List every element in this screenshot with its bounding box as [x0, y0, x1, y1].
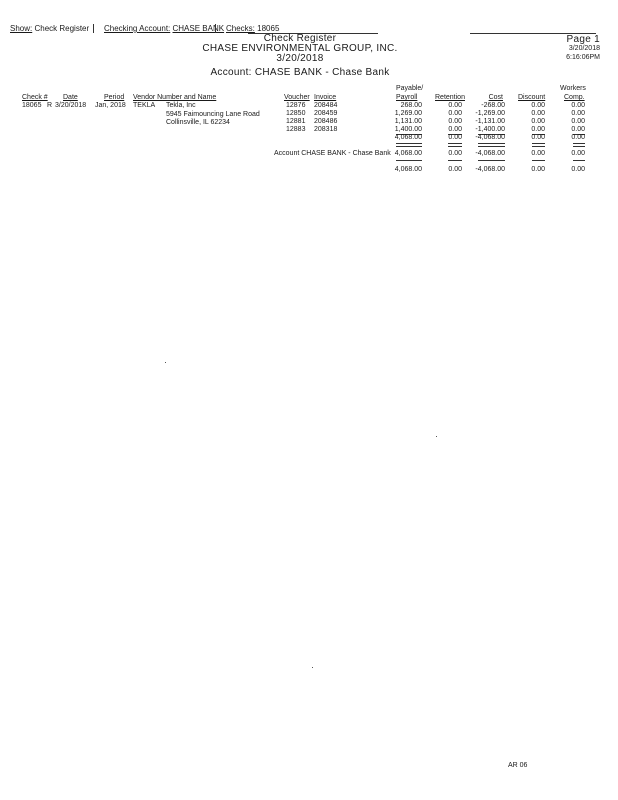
account-value: CHASE BANK: [172, 24, 225, 33]
grand-total-discount: 0.00: [531, 166, 545, 173]
account-total-payable: 4,068.00: [394, 150, 422, 157]
company-name: CHASE ENVIRONMENTAL GROUP, INC.: [202, 43, 398, 54]
cost-cell: -268.00: [481, 102, 505, 109]
payable-cell: 1,269.00: [394, 110, 422, 117]
discount-cell: 0.00: [531, 110, 545, 117]
check-total-retention: 0.00: [448, 134, 462, 141]
checks-label: Checks:: [226, 24, 255, 33]
page-number: Page 1: [566, 34, 600, 45]
discount-cell: 0.00: [531, 126, 545, 133]
vendor-address-1: 5945 Faimouncing Lane Road: [166, 111, 260, 118]
col-vendor: Vendor Number and Name: [133, 94, 217, 101]
cost-cell: -1,269.00: [475, 110, 505, 117]
invoice-cell: 208459: [314, 110, 338, 117]
grand-total-retention: 0.00: [448, 166, 462, 173]
workers-cell: 0.00: [571, 126, 585, 133]
col-voucher: Voucher: [284, 94, 310, 101]
report-date: 3/20/2018: [276, 53, 324, 64]
vendor-code: TEKLA: [133, 102, 156, 109]
account-total-label: Account CHASE BANK - Chase Bank: [274, 150, 391, 157]
check-total-workers: 0.00: [571, 134, 585, 141]
check-period: Jan, 2018: [95, 102, 126, 109]
account-total-cost: -4,068.00: [475, 150, 505, 157]
grand-total-workers: 0.00: [571, 166, 585, 173]
col-cost: Cost: [488, 94, 503, 101]
discount-cell: 0.00: [531, 118, 545, 125]
col-workers-top: Workers: [560, 85, 586, 92]
workers-cell: 0.00: [571, 102, 585, 109]
invoice-cell: 208486: [314, 118, 338, 125]
check-total-discount: 0.00: [531, 134, 545, 141]
account-total-retention: 0.00: [448, 150, 462, 157]
col-period: Period: [104, 94, 125, 101]
vendor-name: Tekla, Inc: [166, 102, 196, 109]
col-payable-top: Payable/: [396, 85, 424, 92]
show-value: Check Register: [34, 24, 90, 33]
print-date: 3/20/2018: [568, 45, 600, 52]
grand-total-payable: 4,068.00: [394, 166, 422, 173]
col-check: Check #: [22, 94, 48, 101]
check-number: 18065: [22, 102, 42, 109]
invoice-cell: 208484: [314, 102, 338, 109]
check-total-payable: 4,068.00: [394, 134, 422, 141]
show-label: Show:: [10, 24, 33, 33]
account-heading: Account: CHASE BANK - Chase Bank: [210, 67, 390, 78]
invoice-cell: 208318: [314, 126, 338, 133]
workers-cell: 0.00: [571, 110, 585, 117]
payable-cell: 1,131.00: [394, 118, 422, 125]
payable-cell: 268.00: [400, 102, 422, 109]
retention-cell: 0.00: [448, 118, 462, 125]
vendor-address-2: Collinsville, IL 62234: [166, 119, 230, 126]
account-total-discount: 0.00: [531, 150, 545, 157]
payable-cell: 1,400.00: [394, 126, 422, 133]
retention-cell: 0.00: [448, 102, 462, 109]
col-retention: Retention: [435, 94, 465, 101]
col-date: Date: [63, 94, 78, 101]
account-filter: [104, 24, 224, 33]
col-workers: Comp.: [564, 94, 585, 101]
checks-filter: [226, 24, 279, 33]
cost-cell: -1,400.00: [475, 126, 505, 133]
report-title: Check Register: [263, 33, 337, 44]
voucher-cell: 12850: [286, 110, 306, 117]
check-date: 3/20/2018: [55, 102, 87, 109]
voucher-cell: 12876: [286, 102, 306, 109]
voucher-cell: 12881: [286, 118, 306, 125]
print-time: 6:16:06PM: [566, 54, 600, 61]
col-discount: Discount: [518, 94, 546, 101]
checks-value: 18065: [257, 24, 280, 33]
retention-cell: 0.00: [448, 126, 462, 133]
discount-cell: 0.00: [531, 102, 545, 109]
check-flag: R: [47, 102, 53, 109]
retention-cell: 0.00: [448, 110, 462, 117]
cost-cell: -1,131.00: [475, 118, 505, 125]
check-total-cost: -4,068.00: [475, 134, 505, 141]
filter-bar: [10, 24, 89, 33]
footer-code: AR 06: [508, 762, 528, 769]
grand-total-cost: -4,068.00: [475, 166, 505, 173]
col-invoice: Invoice: [314, 94, 337, 101]
account-label: Checking Account:: [104, 24, 171, 33]
workers-cell: 0.00: [571, 118, 585, 125]
account-total-workers: 0.00: [571, 150, 585, 157]
col-payable: Payroll: [396, 94, 418, 101]
voucher-cell: 12883: [286, 126, 306, 133]
